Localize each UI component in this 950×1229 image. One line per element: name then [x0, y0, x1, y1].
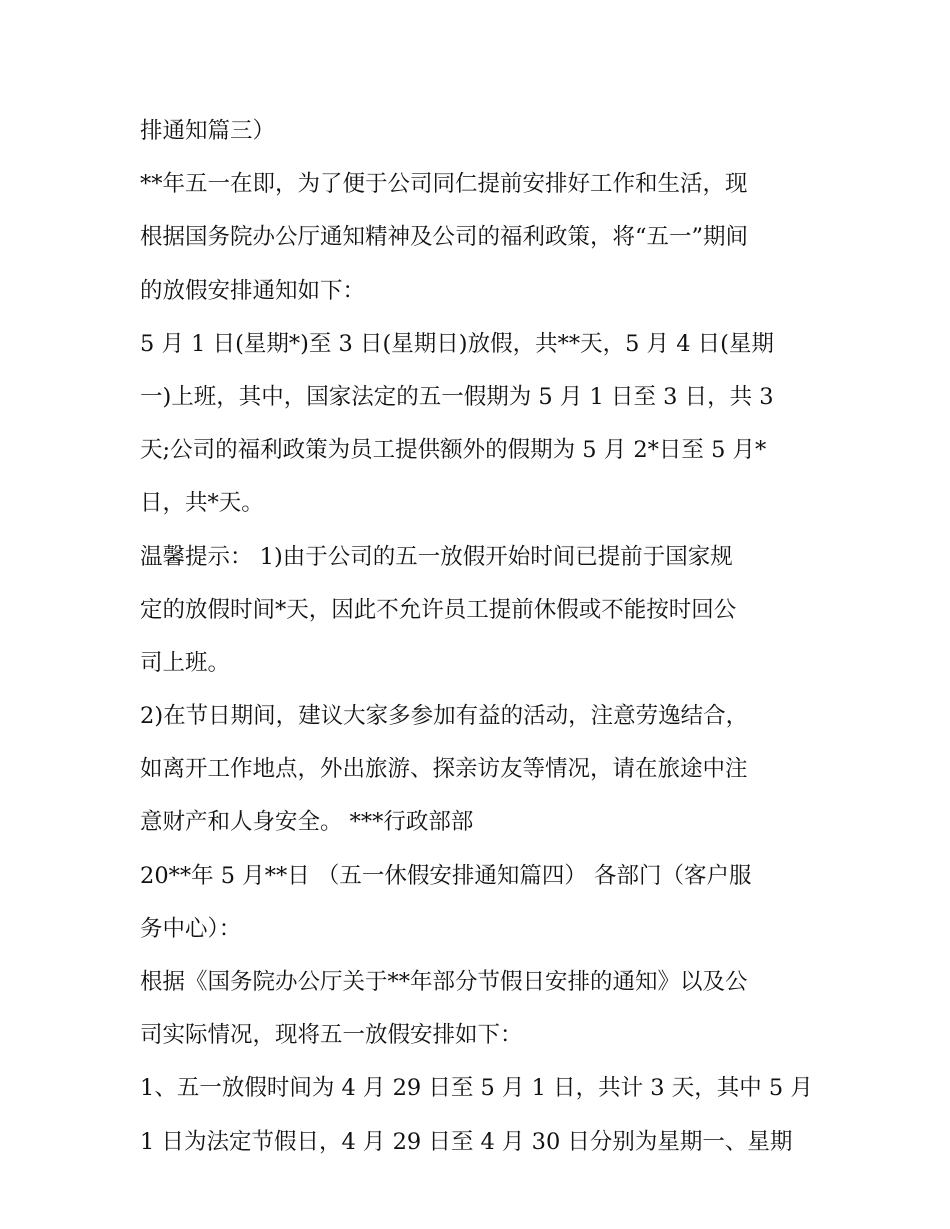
text-line: 天;公司的福利政策为员工提供额外的假期为 5 月 2*日至 5 月*: [140, 437, 767, 464]
text-line: 司实际情况，现将五一放假安排如下：: [140, 1022, 523, 1049]
text-line: 5 月 1 日(星期*)至 3 日(星期日)放假，共**天，5 月 4 日(星期: [140, 330, 774, 357]
text-line: 日，共*天。: [140, 490, 264, 517]
text-line: 20**年 5 月**日 （五一休假安排通知篇四） 各部门（客户服: [140, 862, 752, 889]
text-line: 排通知篇三）: [140, 118, 276, 144]
text-line: 如离开工作地点，外出旅游、探亲访友等情况，请在旅途中注: [140, 756, 748, 783]
text-line: 意财产和人身安全。 ***行政部部: [140, 809, 474, 836]
text-line: 定的放假时间*天，因此不允许员工提前休假或不能按时回公: [140, 596, 737, 623]
text-line: 根据国务院办公厅通知精神及公司的福利政策，将“五一”期间: [140, 224, 749, 251]
text-line: 的放假安排通知如下：: [140, 277, 366, 304]
text-line: 1 日为法定节假日，4 月 29 日至 4 月 30 日分别为星期一、星期: [140, 1128, 793, 1155]
text-line: 2)在节日期间，建议大家多参加有益的活动，注意劳逸结合，: [140, 703, 749, 730]
text-line: 一)上班，其中，国家法定的五一假期为 5 月 1 日至 3 日，共 3: [140, 383, 774, 410]
text-line: **年五一在即，为了便于公司同仁提前安排好工作和生活，现: [140, 171, 748, 198]
text-line: 1、五一放假时间为 4 月 29 日至 5 月 1 日，共计 3 天，其中 5 月: [140, 1075, 813, 1102]
text-line: 司上班。: [140, 649, 231, 676]
text-line: 温馨提示： 1)由于公司的五一放假开始时间已提前于国家规: [140, 543, 733, 570]
text-line: 务中心）：: [140, 915, 242, 942]
text-line: 根据《国务院办公厅关于**年部分节假日安排的通知》以及公: [140, 969, 748, 995]
document-body: [140, 105, 820, 1169]
